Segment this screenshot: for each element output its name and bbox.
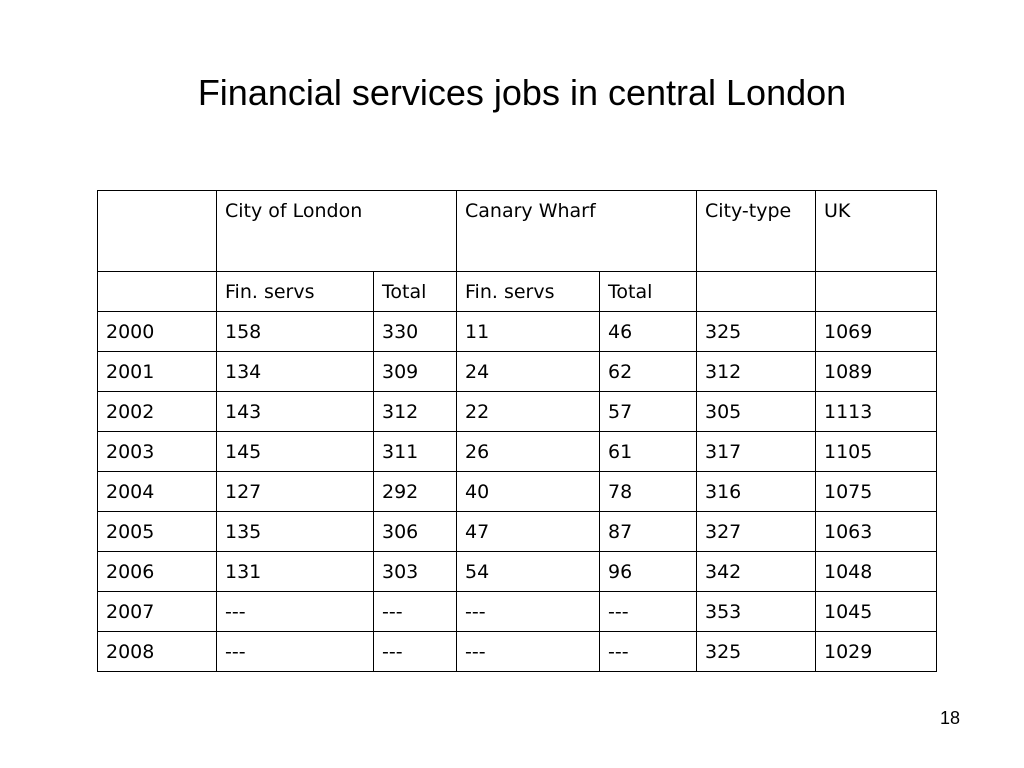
sub-header-cell — [816, 272, 937, 312]
value-cell: --- — [217, 592, 374, 632]
table-row — [98, 632, 937, 672]
value-cell: 127 — [217, 472, 374, 512]
value-cell: 22 — [457, 392, 600, 432]
value-cell: 62 — [600, 352, 697, 392]
jobs-table — [97, 190, 937, 672]
value-cell: 40 — [457, 472, 600, 512]
value-cell: 143 — [217, 392, 374, 432]
value-cell: 87 — [600, 512, 697, 552]
value-cell: 158 — [217, 312, 374, 352]
value-cell: 292 — [374, 472, 457, 512]
value-cell: 325 — [697, 312, 816, 352]
table-row — [98, 592, 937, 632]
value-cell: 317 — [697, 432, 816, 472]
year-cell: 2008 — [98, 632, 217, 672]
value-cell: 1048 — [816, 552, 937, 592]
value-cell: --- — [374, 632, 457, 672]
value-cell: --- — [457, 592, 600, 632]
value-cell: 303 — [374, 552, 457, 592]
value-cell: 1045 — [816, 592, 937, 632]
value-cell: --- — [600, 592, 697, 632]
value-cell: 78 — [600, 472, 697, 512]
header-cell-city-of-london: City of London — [217, 191, 457, 272]
table-row — [98, 352, 937, 392]
value-cell: 1075 — [816, 472, 937, 512]
value-cell: 24 — [457, 352, 600, 392]
value-cell: 47 — [457, 512, 600, 552]
sub-header-cell — [697, 272, 816, 312]
year-cell: 2007 — [98, 592, 217, 632]
value-cell: --- — [374, 592, 457, 632]
table-row — [98, 552, 937, 592]
header-cell-canary-wharf: Canary Wharf — [457, 191, 697, 272]
header-cell-year — [98, 191, 217, 272]
sub-header-cell: Fin. servs — [457, 272, 600, 312]
year-cell: 2000 — [98, 312, 217, 352]
year-cell: 2002 — [98, 392, 217, 432]
value-cell: 1029 — [816, 632, 937, 672]
value-cell: 1063 — [816, 512, 937, 552]
value-cell: --- — [600, 632, 697, 672]
year-cell: 2005 — [98, 512, 217, 552]
sub-header-row — [98, 272, 937, 312]
value-cell: 11 — [457, 312, 600, 352]
header-cell-uk: UK — [816, 191, 937, 272]
value-cell: 305 — [697, 392, 816, 432]
sub-header-cell — [98, 272, 217, 312]
slide-title: Financial services jobs in central London — [197, 72, 847, 113]
table-body — [98, 312, 937, 672]
value-cell: 145 — [217, 432, 374, 472]
value-cell: 306 — [374, 512, 457, 552]
value-cell: 1105 — [816, 432, 937, 472]
value-cell: 312 — [374, 392, 457, 432]
table-row — [98, 312, 937, 352]
table-row — [98, 392, 937, 432]
value-cell: 1089 — [816, 352, 937, 392]
value-cell: --- — [217, 632, 374, 672]
value-cell: 26 — [457, 432, 600, 472]
value-cell: 325 — [697, 632, 816, 672]
table-row — [98, 432, 937, 472]
value-cell: 311 — [374, 432, 457, 472]
year-cell: 2001 — [98, 352, 217, 392]
value-cell: 312 — [697, 352, 816, 392]
value-cell: 342 — [697, 552, 816, 592]
value-cell: 46 — [600, 312, 697, 352]
value-cell: 353 — [697, 592, 816, 632]
value-cell: 316 — [697, 472, 816, 512]
page-number: 18 — [940, 708, 961, 728]
value-cell: 135 — [217, 512, 374, 552]
sub-header-cell: Total — [600, 272, 697, 312]
group-header-row — [98, 191, 937, 272]
value-cell: 134 — [217, 352, 374, 392]
year-cell: 2004 — [98, 472, 217, 512]
value-cell: 57 — [600, 392, 697, 432]
value-cell: 309 — [374, 352, 457, 392]
value-cell: 61 — [600, 432, 697, 472]
year-cell: 2003 — [98, 432, 217, 472]
value-cell: 1113 — [816, 392, 937, 432]
value-cell: 96 — [600, 552, 697, 592]
value-cell: 330 — [374, 312, 457, 352]
table-row — [98, 512, 937, 552]
value-cell: 131 — [217, 552, 374, 592]
value-cell: --- — [457, 632, 600, 672]
table-row — [98, 472, 937, 512]
header-cell-city-type: City-type — [697, 191, 816, 272]
value-cell: 54 — [457, 552, 600, 592]
sub-header-cell: Total — [374, 272, 457, 312]
year-cell: 2006 — [98, 552, 217, 592]
value-cell: 327 — [697, 512, 816, 552]
value-cell: 1069 — [816, 312, 937, 352]
sub-header-cell: Fin. servs — [217, 272, 374, 312]
